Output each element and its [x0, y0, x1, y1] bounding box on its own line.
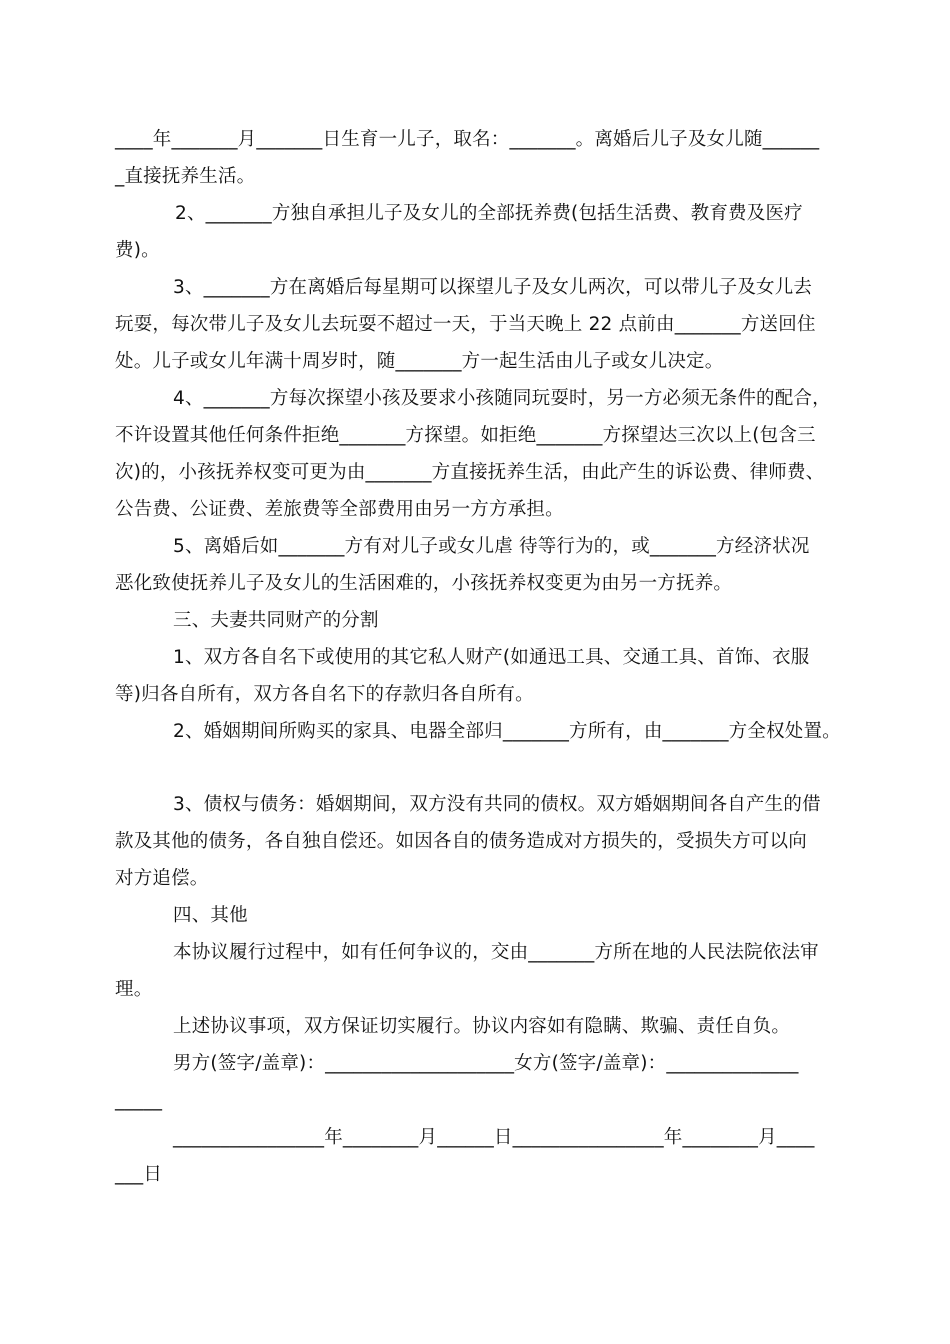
- paragraph-line: 对方追偿。: [115, 868, 209, 889]
- paragraph-line: ____年_______月_______日生育一儿子，取名：_______。离婚后儿子及女儿随______: [115, 129, 820, 150]
- section-heading: 三、夫妻共同财产的分割: [173, 610, 379, 631]
- paragraph-line: _直接抚养生活。: [115, 166, 256, 187]
- paragraph-line: 2、婚姻期间所购买的家具、电器全部归_______方所有，由_______方全权处置。: [173, 721, 841, 742]
- paragraph-line: 1、双方各自名下或使用的其它私人财产(如通迅工具、交通工具、首饰、衣服: [173, 647, 810, 668]
- paragraph-line: 处。儿子或女儿年满十周岁时，随_______方一起生活由儿子或女儿决定。: [115, 351, 724, 372]
- signature-line: 男方(签字/盖章)：____________________女方(签字/盖章)：______________: [173, 1053, 799, 1074]
- paragraph-line: 等)归各自所有，双方各自名下的存款归各自所有。: [115, 684, 534, 705]
- paragraph-line: 费)。: [115, 240, 160, 261]
- date-line: ___日: [115, 1164, 163, 1185]
- paragraph-line: 5、离婚后如_______方有对儿子或女儿虐 待等行为的，或_______方经济状况: [173, 536, 810, 557]
- section-heading: 四、其他: [173, 905, 248, 926]
- paragraph-line: 上述协议事项，双方保证切实履行。协议内容如有隐瞒、欺骗、责任自负。: [173, 1016, 791, 1037]
- paragraph-line: 款及其他的债务，各自独自偿还。如因各自的债务造成对方损失的，受损失方可以向: [115, 831, 807, 852]
- paragraph-line: 3、_______方在离婚后每星期可以探望儿子及女儿两次，可以带儿子及女儿去: [173, 277, 813, 298]
- paragraph-line: 3、债权与债务：婚姻期间，双方没有共同的债权。双方婚姻期间各自产生的借: [173, 794, 821, 815]
- paragraph-line: 玩耍，每次带儿子及女儿去玩耍不超过一天，于当天晚上 22 点前由_______方送回住: [115, 314, 816, 335]
- paragraph-line: 2、_______方独自承担儿子及女儿的全部抚养费(包括生活费、教育费及医疗: [175, 203, 803, 224]
- signature-line: _____: [115, 1090, 163, 1111]
- paragraph-line: 公告费、公证费、差旅费等全部费用由另一方方承担。: [115, 499, 564, 520]
- paragraph-line: 次)的，小孩抚养权变可更为由_______方直接抚养生活，由此产生的诉讼费、律师费、: [115, 462, 825, 483]
- paragraph-line: 理。: [115, 979, 153, 1000]
- paragraph-line: 4、_______方每次探望小孩及要求小孩随同玩耍时，另一方必须无条件的配合，: [173, 388, 831, 409]
- paragraph-line: 本协议履行过程中，如有任何争议的，交由_______方所在地的人民法院依法审: [173, 942, 819, 963]
- paragraph-line: 不许设置其他任何条件拒绝_______方探望。如拒绝_______方探望达三次以上(包含三: [115, 425, 816, 446]
- date-line: ________________年________月______日________________年________月____: [173, 1127, 815, 1148]
- paragraph-line: 恶化致使抚养儿子及女儿的生活困难的，小孩抚养权变更为由另一方抚养。: [115, 573, 733, 594]
